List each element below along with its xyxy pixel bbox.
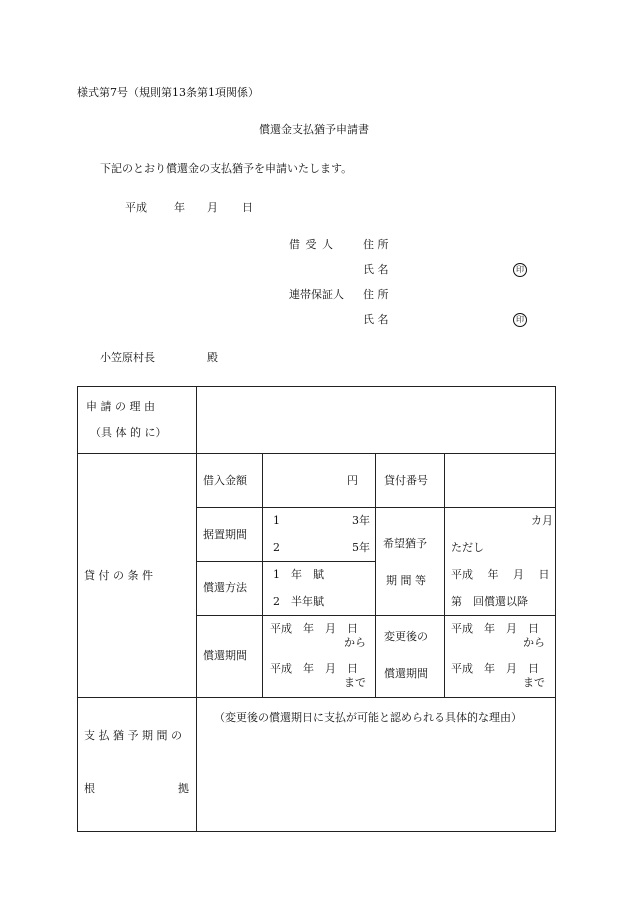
basis-label: 支 払 猶 予 期 間 の <box>84 729 182 742</box>
intro-text: 下記のとおり償還金の支払猶予を申請いたします。 <box>100 162 353 175</box>
method-option-1-number[interactable]: 1 <box>273 568 280 581</box>
desired-deferment-label: 希望猶予 <box>383 537 427 550</box>
deferment-option-1-number[interactable]: 1 <box>273 514 280 527</box>
period-start-date: 平成 年 月 日 <box>270 622 358 635</box>
desired-deferment-label-2: 期 間 等 <box>386 574 426 587</box>
loan-number-field[interactable] <box>446 455 554 506</box>
changed-period-label: 変更後の <box>384 630 428 643</box>
changed-start-date: 平成 年 月 日 <box>451 622 539 635</box>
repayment-period-label: 償還期間 <box>203 649 247 662</box>
basis-note: （変更後の償還期日に支払が可能と認められる具体的な理由） <box>214 711 522 724</box>
loan-conditions-label: 貸 付 の 条 件 <box>84 569 153 582</box>
date-era: 平成 <box>125 201 147 214</box>
changed-end-date: 平成 年 月 日 <box>451 662 539 675</box>
date-day: 日 <box>242 201 253 214</box>
loan-number-label: 貸付番号 <box>384 474 428 487</box>
borrower-name-label: 氏 名 <box>363 263 389 276</box>
changed-end-suffix: まで <box>523 676 545 689</box>
changed-period-label-2: 償還期間 <box>384 667 428 680</box>
deferment-option-2-value: 5年 <box>352 541 370 554</box>
loan-amount-label: 借入金額 <box>203 474 247 487</box>
reason-label: 申 請 の 理 由 <box>86 400 155 413</box>
deferment-option-2-number[interactable]: 2 <box>273 541 280 554</box>
method-option-2-value: 半年賦 <box>291 595 324 608</box>
method-option-1-value: 年 賦 <box>291 568 324 581</box>
date-year: 年 <box>174 201 185 214</box>
period-end-suffix: まで <box>344 676 366 689</box>
guarantor-seal-icon: 印 <box>513 313 527 327</box>
guarantor-label: 連帯保証人 <box>289 288 344 301</box>
reason-input-area[interactable] <box>198 388 554 452</box>
desired-date: 平成 年 月 日 <box>451 568 550 581</box>
form-number: 様式第7号（規則第13条第1項関係） <box>77 86 259 99</box>
date-month: 月 <box>207 201 218 214</box>
basis-input-area[interactable] <box>198 730 554 830</box>
borrower-label: 借 受 人 <box>289 238 334 251</box>
basis-label-part-b: 拠 <box>178 782 189 795</box>
guarantor-address-label: 住 所 <box>363 288 389 301</box>
however-text: ただし <box>451 541 484 554</box>
basis-label-part-a: 根 <box>84 782 95 795</box>
period-start-suffix: から <box>344 636 366 649</box>
changed-start-suffix: から <box>523 636 545 649</box>
period-end-date: 平成 年 月 日 <box>270 662 358 675</box>
deferment-option-1-value: 3年 <box>352 514 370 527</box>
borrower-seal-icon: 印 <box>513 263 527 277</box>
yen-unit: 円 <box>347 474 358 487</box>
months-unit: カ月 <box>531 514 553 527</box>
form-title: 償還金支払猶予申請書 <box>259 123 369 136</box>
reason-sublabel: （具 体 的 に） <box>90 426 167 439</box>
guarantor-name-label: 氏 名 <box>363 313 389 326</box>
addressee-honorific: 殿 <box>207 351 218 364</box>
method-option-2-number[interactable]: 2 <box>273 595 280 608</box>
borrower-address-label: 住 所 <box>363 238 389 251</box>
deferment-period-label: 据置期間 <box>203 528 247 541</box>
repayment-method-label: 償還方法 <box>203 581 247 594</box>
desired-from-installment: 第 回償還以降 <box>451 595 528 608</box>
addressee-name: 小笠原村長 <box>100 351 155 364</box>
